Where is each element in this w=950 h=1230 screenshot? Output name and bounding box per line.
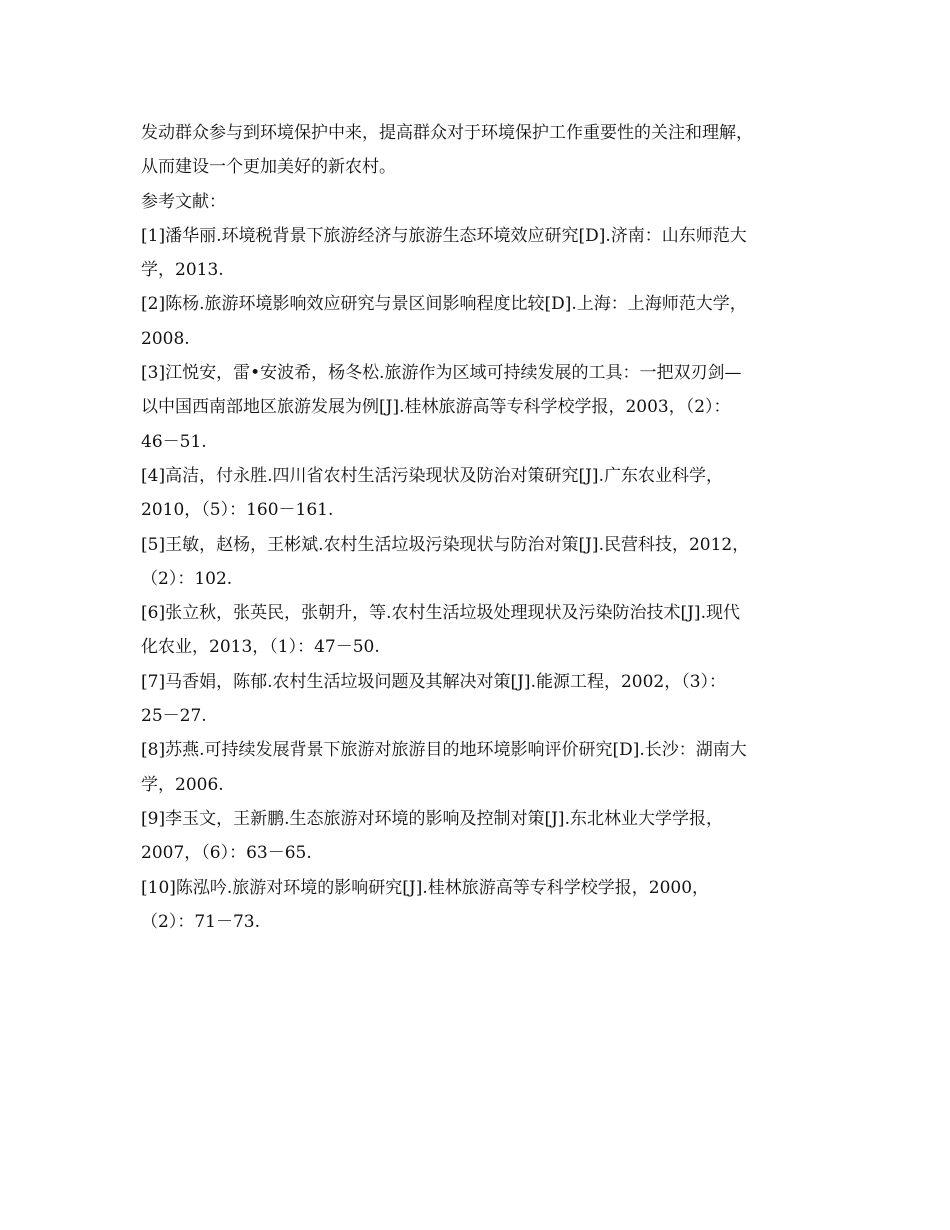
- reference-line: （2）：102.: [141, 568, 233, 589]
- reference-line: 2008.: [141, 328, 190, 349]
- reference-item: [141, 871, 821, 940]
- reference-item: [141, 356, 821, 459]
- reference-line: [4]高洁，付永胜.四川省农村生活污染现状及防治对策研究[J].广东农业科学，: [141, 465, 723, 486]
- page-content: [141, 116, 821, 939]
- reference-item: [141, 459, 821, 528]
- reference-item: [141, 802, 821, 871]
- reference-item: [141, 596, 821, 665]
- reference-item: [141, 528, 821, 597]
- reference-line: [6]张立秋，张英民，张朝升，等.农村生活垃圾处理现状及污染防治技术[J].现代: [141, 603, 740, 624]
- reference-line: 46－51.: [141, 431, 207, 452]
- reference-item: [141, 733, 821, 802]
- reference-line: [7]马香娟，陈郁.农村生活垃圾问题及其解决对策[J].能源工程，2002，（3）：: [141, 671, 727, 692]
- reference-line: 以中国西南部地区旅游发展为例[J].桂林旅游高等专科学校学报，2003，（2）：: [141, 397, 731, 418]
- reference-line: 化农业，2013，（1）：47－50.: [141, 637, 380, 658]
- reference-line: [10]陈泓吟.旅游对环境的影响研究[J].桂林旅游高等专科学校学报，2000，: [141, 877, 710, 898]
- paragraph-line: 从而建设一个更加美好的新农村。: [141, 157, 396, 178]
- reference-line: [8]苏燕.可持续发展背景下旅游对旅游目的地环境影响评价研究[D].长沙：湖南大: [141, 740, 747, 761]
- reference-line: [1]潘华丽.环境税背景下旅游经济与旅游生态环境效应研究[D].济南：山东师范大: [141, 225, 747, 246]
- reference-line: [2]陈杨.旅游环境影响效应研究与景区间影响程度比较[D].上海：上海师范大学，: [141, 294, 747, 315]
- references-heading: 参考文献：: [141, 191, 226, 212]
- reference-line: 2010，（5）：160－161.: [141, 500, 334, 521]
- reference-line: [5]王敏，赵杨，王彬斌.农村生活垃圾污染现状与防治对策[J].民营科技，2012，: [141, 534, 750, 555]
- reference-item: [141, 219, 821, 288]
- reference-line: 2007，（6）：63－65.: [141, 843, 312, 864]
- reference-item: [141, 665, 821, 734]
- reference-line: 25－27.: [141, 706, 207, 727]
- reference-line: 学，2006.: [141, 774, 224, 795]
- reference-line: （2）：71－73.: [141, 911, 260, 932]
- reference-line: [3]江悦安，雷•安波希，杨冬松.旅游作为区域可持续发展的工具：一把双刃剑—: [141, 363, 742, 384]
- paragraph-line: 发动群众参与到环境保护中来，提高群众对于环境保护工作重要性的关注和理解，: [141, 123, 753, 143]
- reference-item: [141, 287, 821, 356]
- reference-line: 学，2013.: [141, 260, 224, 281]
- reference-line: [9]李玉文，王新鹏.生态旅游对环境的影响及控制对策[J].东北林业大学学报，: [141, 808, 723, 829]
